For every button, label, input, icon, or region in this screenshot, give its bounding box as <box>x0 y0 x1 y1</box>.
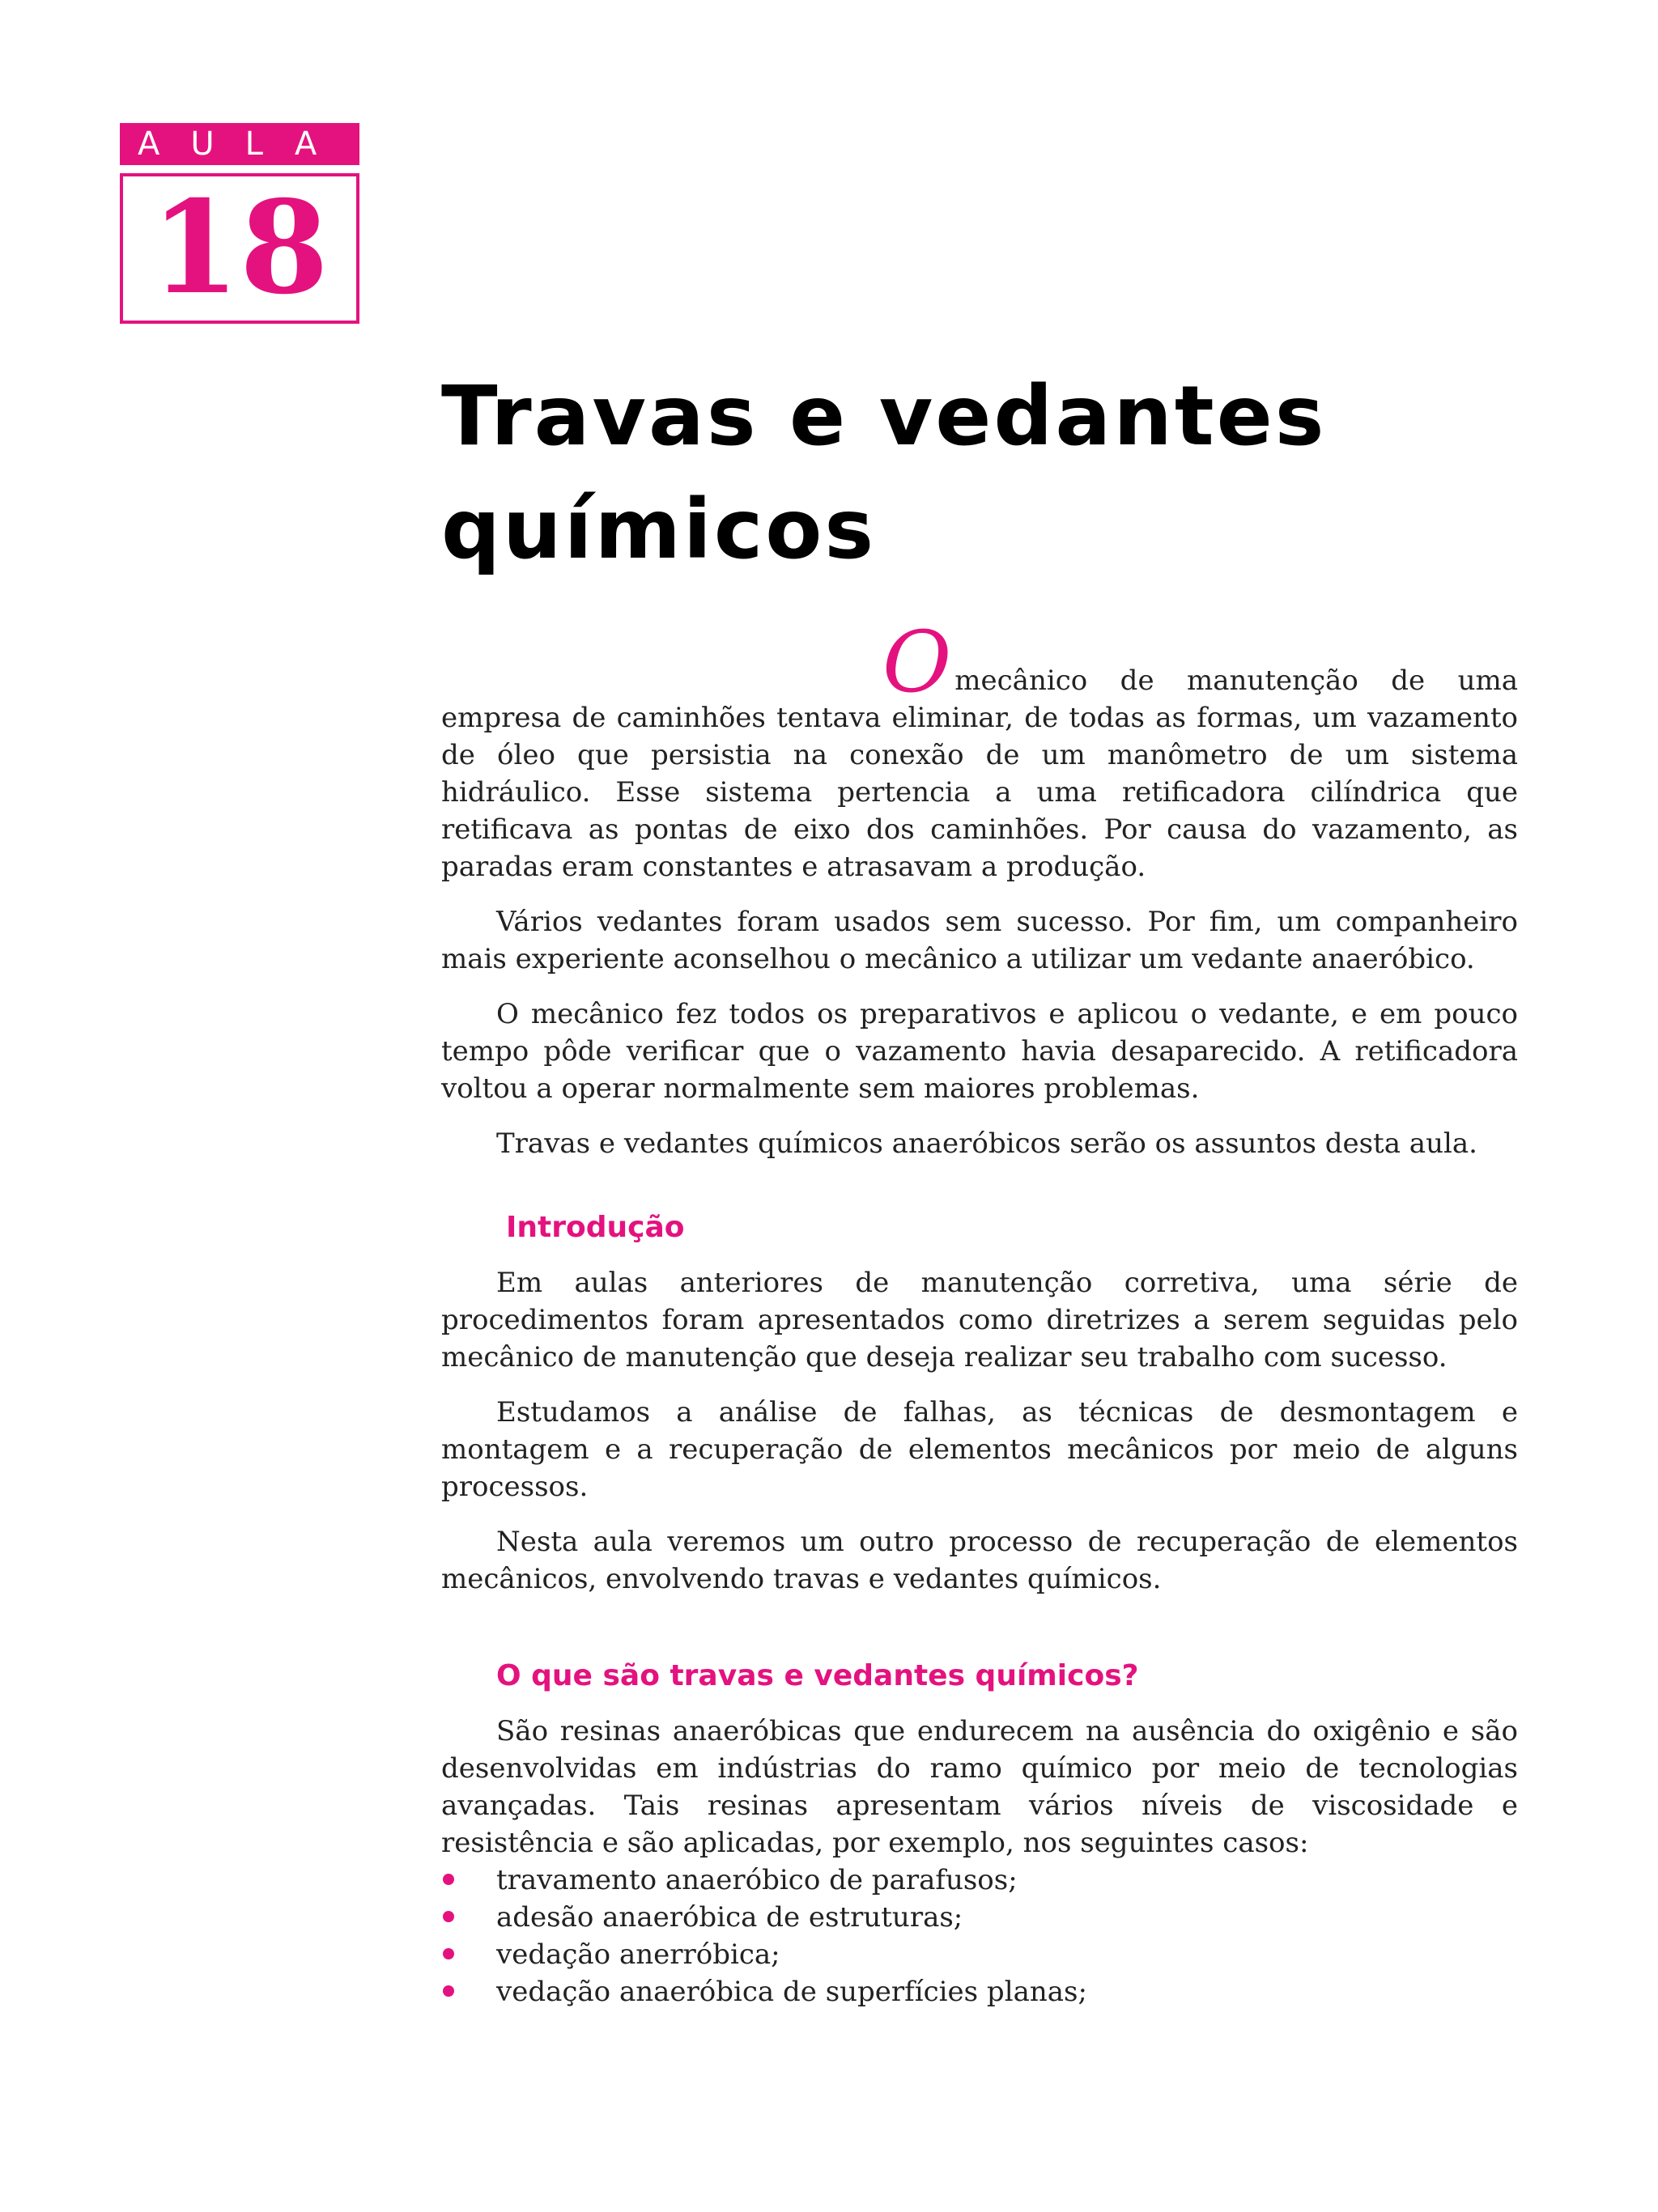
lesson-label: AULA <box>120 123 359 165</box>
list-item-text: vedação anerróbica; <box>496 1938 780 1971</box>
list-item <box>441 1899 1518 1936</box>
bullet-icon <box>443 1948 454 1959</box>
story-paragraph-1 <box>441 613 1518 885</box>
list-item-text: travamento anaeróbico de parafusos; <box>496 1864 1018 1896</box>
title-line-2: químicos <box>441 482 877 578</box>
article-body <box>441 613 1518 2010</box>
lesson-number: 18 <box>151 173 329 323</box>
story-paragraph-2: Vários vedantes foram usados sem sucesso. Por fim, um companheiro mais experiente aconselhou o mecânico a utilizar um vedante anaeróbico. <box>441 906 1518 975</box>
list-item-text: vedação anaeróbica de superfícies planas; <box>496 1976 1087 2008</box>
application-list <box>441 1862 1518 2010</box>
title-line-1: Travas e vedantes <box>441 368 1327 465</box>
definition-paragraph: São resinas anaeróbicas que endurecem na ausência do oxigênio e são desenvolvidas em indústrias do ramo químico por meio de tecnologias avançadas. Tais resinas apresentam vários níveis de viscosidade e resistência e são aplicadas, por exemplo, nos seguintes casos: <box>441 1715 1518 1859</box>
list-item <box>441 1973 1518 2010</box>
story-paragraph-4: Travas e vedantes químicos anaeróbicos serão os assuntos desta aula. <box>496 1127 1477 1160</box>
section-heading-introducao: Introdução <box>506 1211 685 1244</box>
lesson-badge <box>120 123 359 324</box>
bullet-icon <box>443 1911 454 1922</box>
intro-paragraph-2: Estudamos a análise de falhas, as técnicas de desmontagem e montagem e a recuperação de elementos mecânicos por meio de alguns processos. <box>441 1396 1518 1503</box>
list-item <box>441 1936 1518 1973</box>
story-paragraph-3: O mecânico fez todos os preparativos e aplicou o vedante, e em pouco tempo pôde verificar que o vazamento havia desaparecido. A retificadora voltou a operar normalmente sem maiores problemas. <box>441 998 1518 1105</box>
bullet-icon <box>443 1985 454 1997</box>
intro-paragraph-1: Em aulas anteriores de manutenção corretiva, uma série de procedimentos foram apresentados como diretrizes a serem seguidas pelo mecânico de manutenção que deseja realizar seu trabalho com sucesso. <box>441 1267 1518 1373</box>
page-title <box>441 360 1575 587</box>
list-item-text: adesão anaeróbica de estruturas; <box>496 1901 963 1934</box>
bullet-icon <box>443 1874 454 1885</box>
section-heading-definicao: O que são travas e vedantes químicos? <box>496 1659 1139 1692</box>
lesson-number-box <box>120 173 359 324</box>
story-paragraph-1-text: mecânico de manutenção de uma empresa de caminhões tentava eliminar, de todas as formas, um vazamento de óleo que persistia na conexão de um manômetro de um sistema hidráulico. Esse sistema pertencia a uma retificadora cilíndrica que retificava as pontas de eixo dos caminhões. Por causa do vazamento, as paradas eram constantes e atrasavam a produção. <box>441 664 1518 883</box>
intro-paragraph-3: Nesta aula veremos um outro processo de recuperação de elementos mecânicos, envolvendo travas e vedantes químicos. <box>441 1526 1518 1595</box>
list-item <box>441 1862 1518 1899</box>
drop-cap: O <box>882 613 952 711</box>
